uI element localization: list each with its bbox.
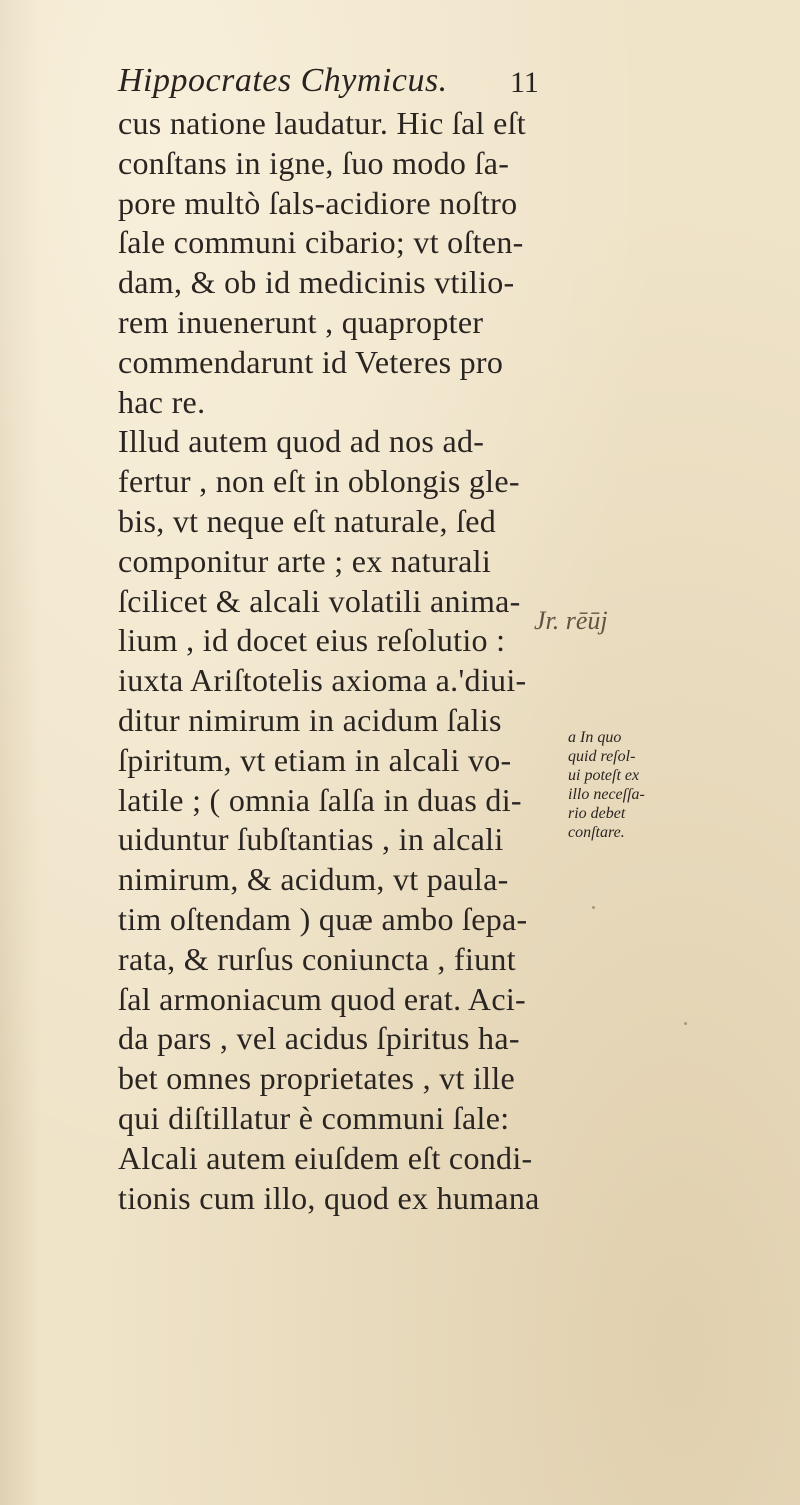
text-line: pore multò ſals-acidiore noſtro [118,184,518,221]
margin-note-line: ui poteſt ex [568,767,640,784]
margin-note [568,728,708,842]
text-line: rata, & rurſus coniuncta , fiunt [118,940,516,977]
text-line: ſal armoniacum quod erat. Aci- [118,980,526,1017]
text-line: Illud autem quod ad nos ad- [118,423,485,460]
text-line: componitur arte ; ex naturali [118,542,492,579]
text-line: qui diſtillatur è communi ſale: [118,1099,510,1136]
text-line: hac re. [118,383,206,420]
body-text [118,104,548,1218]
text-line: conſtans in igne, ſuo modo ſa- [118,144,510,181]
text-line: rem inuenerunt , quapropter [118,303,484,340]
margin-note-line: a In quo [568,729,622,746]
text-line: ſale communi cibario; vt oſten- [118,224,524,261]
text-line: cus natione laudatur. Hic ſal eſt [118,105,526,141]
margin-note-line: conſtare. [568,824,625,841]
text-line: iuxta Ariſtotelis axioma a.'diui- [118,662,527,699]
text-line: ſpiritum, vt etiam in alcali vo- [118,741,512,778]
margin-note-line: illo neceſſa- [568,786,645,803]
text-line: uiduntur ſubſtantias , in alcali [118,821,504,858]
paper-speck [684,1022,687,1025]
text-line: latile ; ( omnia ſalſa in duas di- [118,781,522,818]
text-line: ſcilicet & alcali volatili anima- [118,582,521,619]
margin-note-line: rio debet [568,805,626,822]
running-head: Hippocrates Chymicus. [118,62,448,99]
text-line: commendarunt id Veteres pro [118,343,504,380]
text-line: Alcali autem eiuſdem eſt condi- [118,1139,533,1176]
text-line: dam, & ob id medicinis vtilio- [118,264,515,301]
paper-speck [592,906,595,909]
text-line: bet omnes proprietates , vt ille [118,1060,516,1097]
text-line: ditur nimirum in acidum ſalis [118,701,502,738]
text-line: fertur , non eſt in oblongis gle- [118,463,520,500]
text-line: tionis cum illo, quod ex humana [118,1179,540,1216]
margin-note-line: quid reſol- [568,748,636,765]
text-line: bis, vt neque eſt naturale, ſed [118,502,497,539]
text-line: nimirum, & acidum, vt paula- [118,861,509,898]
handwritten-annotation: Jr. rēūj [534,606,608,635]
text-line: tim oſtendam ) quæ ambo ſepa- [118,900,528,937]
text-line: lium , id docet eius reſolutio : [118,622,506,659]
text-line: da pars , vel acidus ſpiritus ha- [118,1020,520,1057]
page-number: 11 [510,66,539,99]
